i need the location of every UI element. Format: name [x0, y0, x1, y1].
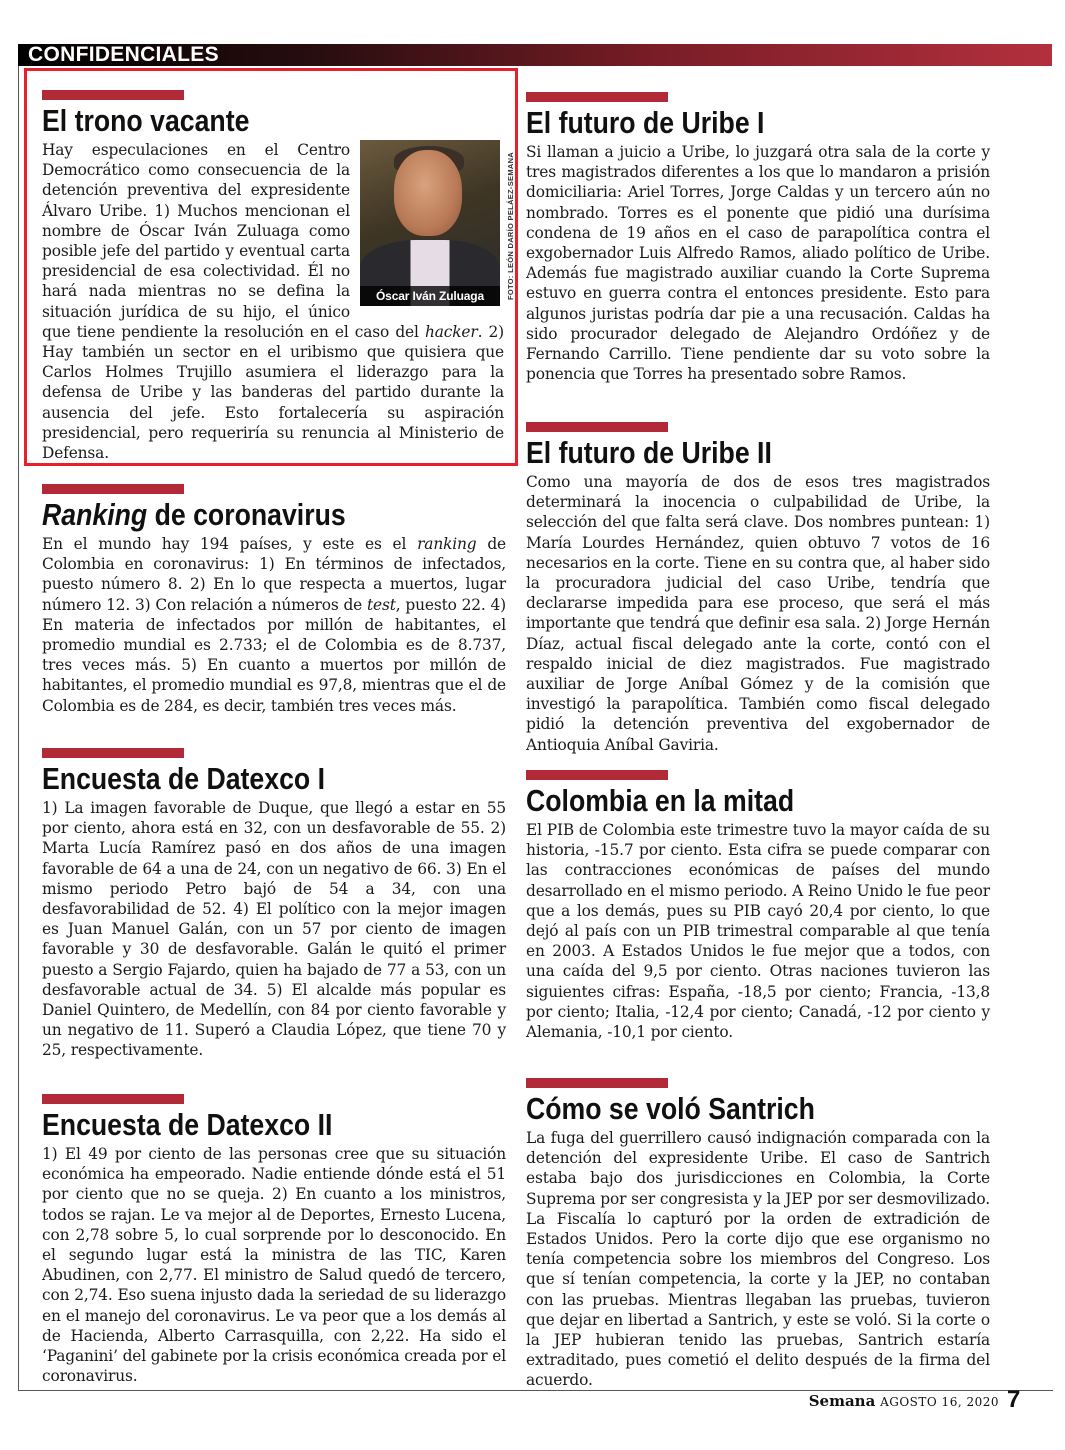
- photo-face: [394, 150, 462, 236]
- photo-credit: FOTO: LEÓN DARÍO PELÁEZ-SEMANA: [506, 151, 515, 300]
- article-body: Óscar Iván Zuluaga Hay especulaciones en el Centro Democrático como consecuencia de la detención preventiva del expresidente Álvaro Uribe. 1) Muchos mencionan el nombre de Óscar Iván Zuluaga como posible jefe del partido y eventual carta presidencial de esa colectividad. Él no hará nada mientras no se defina la situación jurídica de su hijo, el único que tiene pendiente la resolución en el caso del hacker. 2) Hay también un sector en el uribismo que quisiera que Carlos Holmes Trujillo asumiera el liderazgo para la defensa de Uribe y las banderas del partido durante la ausencia del jefe. Esto fortalecería su aspiración presidencial, pero requeriría su renuncia al Ministerio de Defensa.: [42, 141, 504, 463]
- article-title: Encuesta de Datexco II: [42, 1107, 333, 1142]
- article-title: Ranking de coronavirus: [42, 497, 346, 532]
- article-title: El futuro de Uribe I: [526, 105, 765, 140]
- article-title: Colombia en la mitad: [526, 783, 795, 818]
- article-kicker-bar: [42, 484, 184, 494]
- article-ranking-coronavirus: [42, 484, 506, 716]
- article-kicker-bar: [526, 770, 668, 780]
- article-kicker-bar: [42, 1094, 184, 1104]
- article-kicker-bar: [526, 92, 668, 102]
- article-body: La fuga del guerrillero causó indignación comparada con la detención del expresidente Uribe. El caso de Santrich estaba bajo dos jurisdicciones en Colombia, la Corte Suprema por ser congresista y la JEP por ser desmovilizado. La Fiscalía lo capturó por la orden de extradición de Estados Unidos. Pero la corte dijo que ese organismo no tenía competencia sobre los miembros del Congreso. Los que sí tenían competencia, la corte y la JEP, no contaban con las pruebas. Mientras llegaban las pruebas, tuvieron que dejar en libertad a Santrich, y este se voló. Si la corte o la JEP hubieran tenido las pruebas, Santrich estaría extraditado, pues cometió el delito después de la firma del acuerdo.: [526, 1129, 990, 1390]
- portrait-photo: [360, 140, 500, 306]
- article-body: El PIB de Colombia este trimestre tuvo la mayor caída de su historia, -15.7 por ciento. Esta cifra se puede comparar con las contracciones económicas de países del mundo desarrollado en el mismo periodo. A Reino Unido le fue peor que a los demás, pues su PIB cayó 20,4 por ciento, lo que dejó al país con un PIB trimestral comparable al que tenía en 2003. A Estados Unidos le fue mejor que a todos, con una caída del 9,5 por ciento. Otras naciones tuvieron las siguientes cifras: España, -18,5 por ciento; Francia, -13,8 por ciento; Italia, -12,4 por ciento; Canadá, -12 por ciento y Alemania, -10,1 por ciento.: [526, 821, 990, 1042]
- article-encuesta-datexco-2: [42, 1094, 506, 1386]
- article-kicker-bar: [526, 422, 668, 432]
- article-kicker-bar: [42, 90, 184, 100]
- article-body: 1) La imagen favorable de Duque, que llegó a estar en 55 por ciento, ahora está en 32, con un desfavorable de 55. 2) Marta Lucía Ramírez pasó en dos años de una imagen favorable de 64 a una de 24, con un negativo de 66. 3) En el mismo periodo Petro bajó de 54 a 34, con una desfavorabilidad de 52. 4) El político con la mejor imagen es Juan Manuel Galán, con un 57 por ciento de imagen favorable y 30 de desfavorable. Galán le quitó el primer puesto a Sergio Fajardo, quien ha bajado de 77 a 53, con un desfavorable actual de 34. 5) El alcalde más popular es Daniel Quintero, de Medellín, con 84 por ciento favorable y un negativo de 11. Superó a Claudia López, que tiene 70 y 25, respectivamente.: [42, 799, 506, 1060]
- photo-caption: Óscar Iván Zuluaga: [360, 286, 500, 306]
- article-futuro-uribe-1: [526, 92, 990, 384]
- article-kicker-bar: [526, 1078, 668, 1088]
- article-title: Cómo se voló Santrich: [526, 1091, 815, 1126]
- article-trono-vacante: [42, 90, 504, 463]
- article-title: El futuro de Uribe II: [526, 435, 772, 470]
- article-como-se-volo-santrich: [526, 1078, 990, 1391]
- page-footer: [808, 1386, 1021, 1413]
- section-title: CONFIDENCIALES: [28, 43, 219, 66]
- article-body: Si llaman a juicio a Uribe, lo juzgará otra sala de la corte y tres magistrados diferentes a los que lo mandaron a prisión domiciliaria: Ariel Torres, Jorge Caldas y un tercero aún no nombrado. Torres es el ponente que pidió una durísima condena de 19 años en el caso de parapolítica contra el exgobernador Luis Alfredo Ramos, aliado político de Uribe. Además fue magistrado auxiliar cuando la Corte Suprema estuvo en guerra contra el entonces presidente. Esto para algunos juristas podría dar pie a una recusación. Caldas ha sido procurador delegado de Alejandro Ordóñez y de Fernando Carrillo. Tiene pendiente dar su voto sobre la ponencia que Torres ha presentado sobre Ramos.: [526, 143, 990, 384]
- article-kicker-bar: [42, 748, 184, 758]
- footer-date: AGOSTO 16, 2020: [880, 1395, 999, 1409]
- footer-brand: Semana: [808, 1392, 876, 1410]
- page-number: 7: [1007, 1386, 1021, 1413]
- article-body: Como una mayoría de dos de esos tres magistrados determinará la inocencia o culpabilidad de Uribe, la selección del que falta será clave. Dos nombres puntean: 1) María Lourdes Hernández, quien obtuvo 7 votos de 16 necesarios en la corte. Tiene en su contra que, al haber sido la procuradora judicial del caso Uribe, tendría que declararse impedida para ese proceso, que será el más importante que tendrá que definir esa sala. 2) Jorge Hernán Díaz, actual fiscal delegado ante la corte, contó con el respaldo inicial de diez magistrados. Fue magistrado auxiliar de Jorge Aníbal Gómez y de la comisión que investigó la parapolítica. También como fiscal delegado pidió la detención preventiva del exgobernador de Antioquia Aníbal Gaviria.: [526, 473, 990, 754]
- article-encuesta-datexco-1: [42, 748, 506, 1061]
- article-futuro-uribe-2: [526, 422, 990, 755]
- article-title: Encuesta de Datexco I: [42, 761, 326, 796]
- article-colombia-en-la-mitad: [526, 770, 990, 1042]
- article-title: El trono vacante: [42, 103, 250, 138]
- article-body: En el mundo hay 194 países, y este es el ranking de Colombia en coronavirus: 1) En términos de infectados, puesto número 8. 2) En lo que respecta a muertos, lugar número 12. 3) Con relación a números de test, puesto 22. 4) En materia de infectados por millón de habitantes, el promedio mundial es 2.733; el de Colombia es de 8.737, tres veces más. 5) En cuanto a muertos por millón de habitantes, el promedio mundial es 97,8, mientras que el de Colombia es de 284, es decir, también tres veces más.: [42, 535, 506, 715]
- article-body: 1) El 49 por ciento de las personas cree que su situación económica ha empeorado. Nadie entiende dónde está el 51 por ciento que no se queja. 2) En cuanto a los ministros, todos se rajan. Le va mejor al de Deportes, Ernesto Lucena, con 2,78 sobre 5, lo cual sorprende por lo desconocido. En el segundo lugar está la ministra de las TIC, Karen Abudinen, con 2,77. El ministro de Salud quedó de tercero, con 2,74. Eso suena injusto dada la seriedad de su liderazgo en el manejo del coronavirus. Le va peor que a los demás al de Hacienda, Alberto Carrasquilla, con 2,22. Ha sido el ‘Paganini’ del gabinete por la crisis económica creada por el coronavirus.: [42, 1145, 506, 1386]
